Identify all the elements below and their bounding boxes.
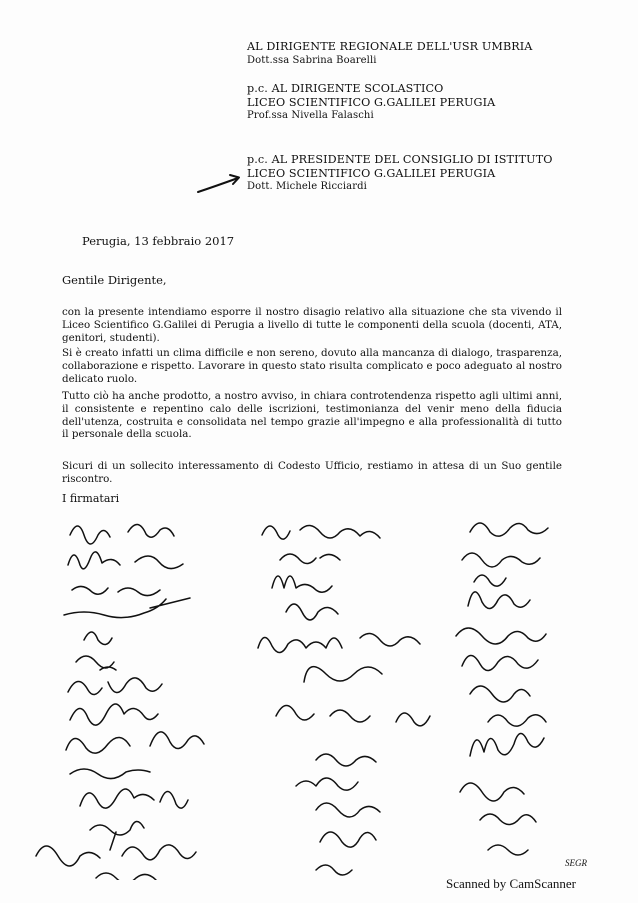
- recipient-name: Dott.ssa Sabrina Boarelli: [247, 54, 377, 66]
- recipient-council-president: [247, 153, 553, 194]
- recipient-institution: LICEO SCIENTIFICO G.GALILEI PERUGIA: [247, 95, 496, 109]
- recipient-school-principal: [247, 82, 495, 123]
- signers-heading: I firmatari: [62, 492, 120, 505]
- recipient-regional-director: [247, 40, 532, 67]
- recipient-institution: LICEO SCIENTIFICO G.GALILEI PERUGIA: [247, 166, 496, 180]
- letter-date: Perugia, 13 febbraio 2017: [82, 234, 235, 248]
- recipient-name: Prof.ssa Nivella Falaschi: [247, 110, 374, 122]
- handwritten-arrow-icon: [196, 172, 242, 194]
- handwritten-signatures-image: [0, 510, 638, 880]
- recipient-name: Dott. Michele Ricciardi: [247, 181, 367, 193]
- recipient-title: p.c. AL PRESIDENTE DEL CONSIGLIO DI ISTITUTO: [247, 153, 553, 166]
- corner-handwritten-mark: SEGR: [565, 858, 587, 868]
- recipient-title: p.c. AL DIRIGENTE SCOLASTICO: [247, 82, 444, 95]
- body-paragraph: con la presente intendiamo esporre il nostro disagio relativo alla situazione che sta vivendo il Liceo Scientifico G.Galilei di Perugia a livello di tutte le componenti della scuola (docenti, ATA, genitori, studenti).: [62, 306, 562, 344]
- scanner-watermark: Scanned by CamScanner: [446, 876, 576, 891]
- recipient-title: AL DIRIGENTE REGIONALE DELL'USR UMBRIA: [247, 40, 533, 53]
- body-paragraph: Si è creato infatti un clima difficile e non sereno, dovuto alla mancanza di dialogo, trasparenza, collaborazione e rispetto. Lavorare in questo stato risulta complicato e poco adeguato al nostro delicato ruolo.: [62, 347, 562, 385]
- body-paragraph: Sicuri di un sollecito interessamento di Codesto Ufficio, restiamo in attesa di un Suo gentile riscontro.: [62, 460, 562, 485]
- body-paragraph: Tutto ciò ha anche prodotto, a nostro avviso, in chiara controtendenza rispetto agli ultimi anni, il consistente e repentino calo delle iscrizioni, testimonianza del venir meno della fiducia dell'utenza, costruita e consolidata nel tempo grazie all'impegno e alla professionalità di tutto il personale della scuola.: [62, 390, 562, 441]
- letter-greeting: Gentile Dirigente,: [62, 273, 167, 287]
